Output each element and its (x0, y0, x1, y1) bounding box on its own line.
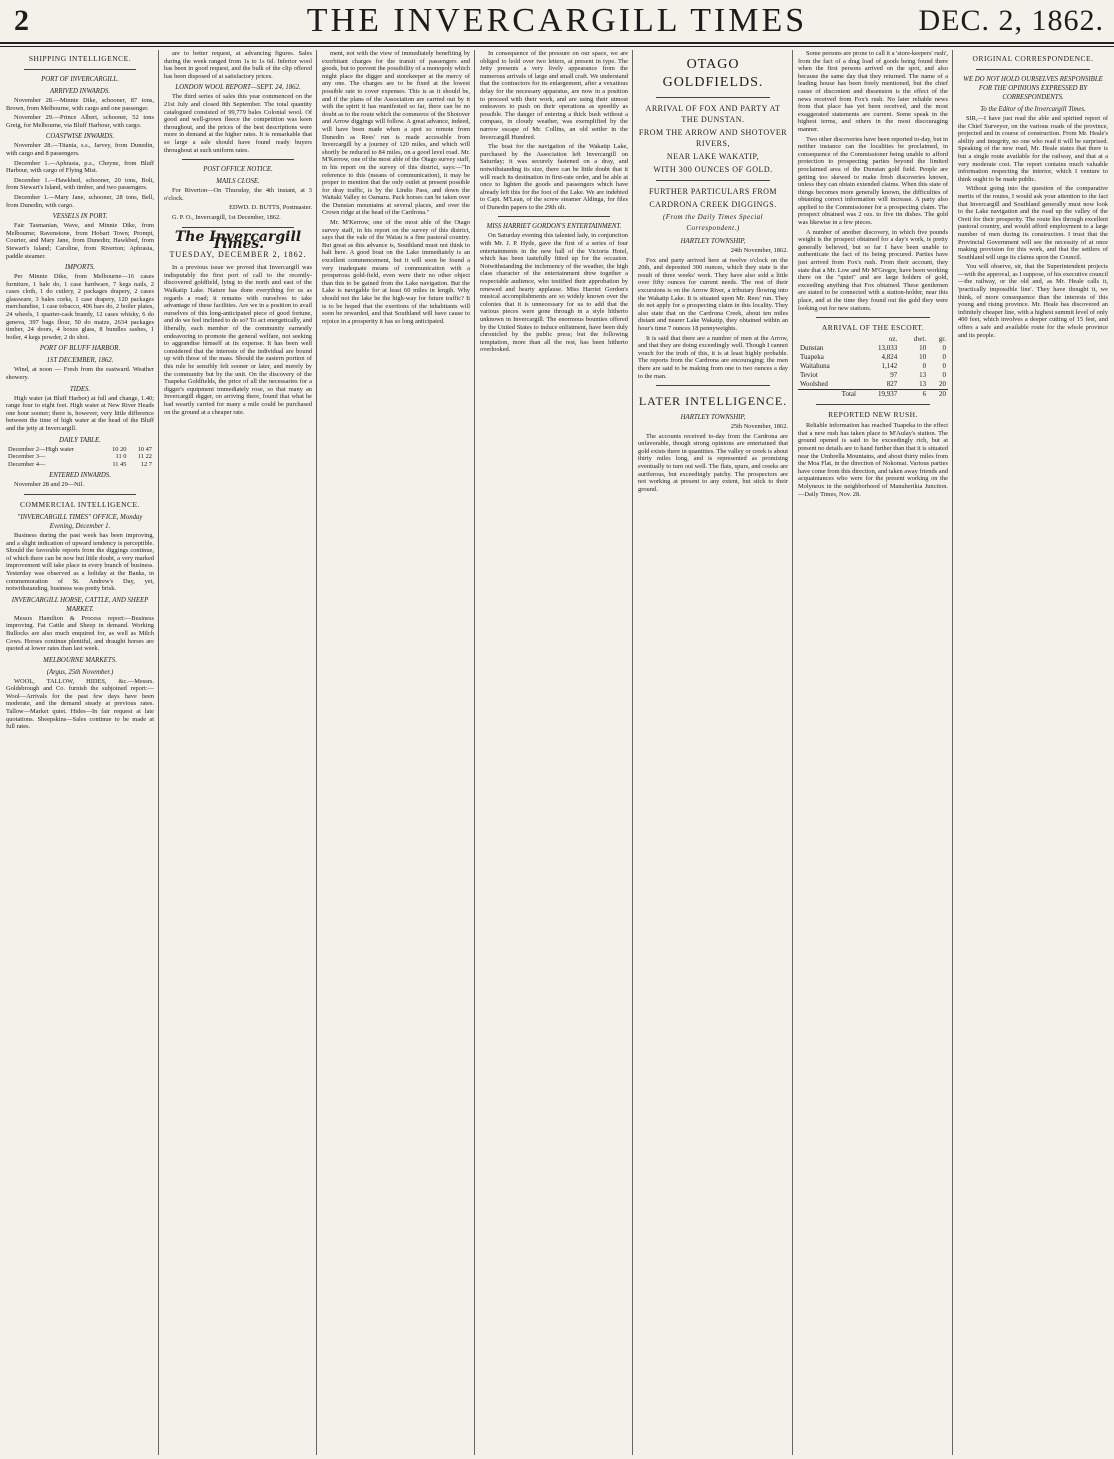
escort-place: Tuapeka (800, 353, 824, 362)
divider (656, 97, 770, 98)
bluff-text: Wind, at noon — Fresh from the eastward. Weather showery. (6, 366, 154, 382)
wool-intro: are to better request, at advancing figures. Sales during the week ranged from 1s to 1s 6d. Inferior wool has been in good request, and the bulk of the clip offered has been disposed of at satisfactory prices. (164, 50, 312, 80)
horse-heading: INVERCARGILL HORSE, CATTLE, AND SHEEP MARKET. (11, 596, 149, 613)
commercial-text: Business during the past week has been improving, and a slight indication of upward tendency is perceptible. Should the favorable reports from the diggings continue, of which there can be now but little doubt, a very marked improvement will take place in every branch of business. Yesterday was observed as a holiday at the Banks, in commemoration of St. Andrew's Day, yet, notwithstanding, business was pretty brisk. (6, 531, 154, 593)
goldfields-subhead: FURTHER PARTICULARS FROM (648, 187, 778, 196)
paper-name: The Invercargill Times. (174, 228, 302, 253)
later-heading: LATER INTELLIGENCE. (638, 394, 788, 409)
table-row (6, 461, 154, 469)
bluff-heading: PORT OF BLUFF HARBOR. (39, 345, 121, 353)
goldfields-text: Two other discoveries have been reported to-day, but in neither instance can the localities be proclaimed, in consequence of the Commissioner being unable to afford protection to prospecting parties beyond the limited proclaimed area of the Dunstan gold field. People are getting too skewed to make fresh discoveries known, unless they can obtain extended claims. When this state of things becomes more generally known, the difficulties of obtaining correct information will increase. A party also applied to the Commissioner for a prospecting claim. The prospect obtained was 2 ozs. to five tin dishes. The gold was likewise in a few pieces. (798, 135, 948, 227)
goldfields-text: It is said that there are a number of men at the Arrow, and that they are doing exceedingly well. Though I cannot vouch for the truth of this, it is at least highly probable. The reports from the Cardrona are encouraging; the men there are said to be making from one to two ounces a day to the man. (638, 334, 788, 380)
divider (656, 385, 770, 386)
tides-text: High water (at Bluff Harbor) at full and change, 1.40; range four to eight feet. High water at New River Heads one hour sooner; there is, however, very little difference between the time of high water at the head of the Bluff and the jetty at Invercargill. (6, 394, 154, 432)
rush-heading: REPORTED NEW RUSH. (828, 410, 918, 420)
tide-am: 11 45 (112, 460, 127, 468)
table-row (6, 446, 154, 454)
post-text: For Riverton—On Thursday, the 4th instant, at 3 o'clock. (164, 187, 312, 202)
divider (24, 69, 136, 70)
divider (976, 69, 1090, 70)
leader-text: In a previous issue we proved that Invercargill was indisputably the first port of call to the recently-discovered goldfield, lying to the north and east of the Waikatip Lake. Nature has done everything for us as regards a road; it remains with ourselves to take advantage of these facilities. Are we in a position to avail ourselves of this long-anticipated piece of good fortune, and do we feel inclined to do so? To act energetically, and liberally, each member of the community earnestly endeavoring to promote the general welfare, not seeking to aggrandise himself at its expense. It has been well considered that the interests of the individual are bound up with those of the mass. Should the eastern portion of this rule be sensibly felt sooner or later, and merely by the community but by the unit. On the discovery of the Tuapeka Goldfields, the price of all the necessaries for a digger's equipment immediately rose, so that many an Invercargill digger, on arriving there, found that what he had wearily carried for many a mile could be purchased on the ground at a cheaper rate. (164, 264, 312, 416)
column-divider (632, 50, 633, 1455)
divider (816, 317, 930, 318)
goldfields-subhead: NEAR LAKE WAKATIP, (666, 152, 760, 161)
goldfields-subhead: FROM THE ARROW AND SHOTOVER RIVERS, (638, 128, 788, 148)
escort-dwt: 10 (919, 344, 927, 353)
escort-gr: 0 (942, 353, 946, 362)
tides-heading: TIDES. (69, 385, 91, 393)
page-number: 2 (14, 4, 29, 37)
escort-oz: 13,033 (877, 344, 898, 353)
newspaper-title: THE INVERCARGILL TIMES (306, 2, 808, 39)
escort-table (798, 335, 948, 399)
goldfields-subhead: ARRIVAL OF FOX AND PARTY AT THE DUNSTAN. (645, 104, 781, 124)
column-shipping (6, 50, 154, 1455)
escort-total-label: Total (798, 390, 858, 400)
divider (24, 494, 136, 495)
escort-oz: 1,142 (881, 362, 898, 371)
entertainment-text: On Saturday evening this talented lady, in conjunction with Mr. J. P. Hyde, gave the first of a series of four entertainments in the new hall of the Victoria Hotel, which has been tastefully fitted up for the occasion. Notwithstanding the inclemency of the weather, the high class character of the entertainment drew together a respectable audience, who testified their approbation by renewed and hearty applause. Miss Harriet Gordon's musical accomplishments are so widely known over the colonies that it is unnecessary for us to add that the various pieces were gone through in a style hitherto unknown in Invercargill. The enormous bounties offered by the United States to induce enlistment, have been duly chronicled by the public press; but the following temptation, more than all the rest, has been hitherto overlooked. (480, 232, 628, 354)
melbourne-sub: (Argus, 25th November.) (46, 668, 114, 676)
goldfields-text: Some persons are prone to call it a 'store-keepers' rush', from the fact of a drag load of goods being found there when the first persons arrived on the spot, and also because the same day that they returned. The name of a leading house has been freely mentioned, but the chief cause of discontent and dissension is the effect of the news received from Fox's rush. No later reliable news from that place has yet been received, and the most exaggerated statements are current. Some speak in the highest terms, and others in the most discouraging manner. (798, 50, 948, 133)
escort-gr: 20 (939, 380, 946, 389)
coastwise-item: December 1.—Mary Jane, schooner, 28 tons, Bell, from Dunedin, with cargo. (6, 193, 154, 209)
column-leader (164, 50, 312, 1455)
escort-total-dwt: 6 (899, 390, 928, 400)
column-divider (316, 50, 317, 1455)
arrival-item: November 28.—Minnie Dike, schooner, 87 tons, Brown, from Melbourne, with cargo and one passenger. (6, 97, 154, 112)
letter-text: Without going into the question of the comparative merits of the routes, I would ask your attention to the fact that Invercargill and Southland generally must now look to the Lake navigation and the road up the valley of the Oreti for their prosperity. The route lies through excellent pastoral country, and would afford employment to a large number of men during its construction. I trust that the Provincial Government will see the necessity of at once making provision for this work, and that the settlers of Southland will urge its claims upon the Council. (958, 185, 1108, 261)
coastwise-heading: COASTWISE INWARDS. (45, 133, 115, 141)
column-correspondence (958, 50, 1108, 1455)
goldfields-credit: (From the Daily Times Special Correspondent.) (662, 213, 764, 232)
col-dwt: dwt. (913, 335, 927, 344)
table-row (798, 344, 948, 353)
divider (498, 216, 610, 217)
township-date: 24th November, 1862. (730, 247, 788, 254)
escort-place: Waitahuna (800, 362, 830, 371)
horse-text: Messrs Hamilton & Process report:—Business improving. Fat Cattle and Sheep in demand. Working Bullocks are also much enquired for, as well as Milch Cows. Horses continue plentiful, and draught horses are quoted at lower rates than last week. (6, 614, 154, 653)
escort-oz: 97 (890, 371, 898, 380)
escort-place: Dunstan (800, 344, 824, 353)
commercial-office: "INVERCARGILL TIMES" OFFICE, Monday Evening, December 1. (17, 513, 143, 530)
disclaimer: WE DO NOT HOLD OURSELVES RESPONSIBLE FOR THE OPINIONS EXPRESSED BY CORRESPONDENTS. (963, 76, 1103, 101)
coastwise-item: December 1.—Aphrasia, p.s., Cheyne, from Bluff Harbour, with cargo of Flying Mist. (6, 159, 154, 175)
column-3 (322, 50, 470, 1455)
post-sign: EDWD. D. BUTTS, Postmaster. (229, 204, 312, 212)
entered-text: November 28 and 29—Nil. (14, 481, 84, 489)
table-row (798, 380, 948, 390)
col-gr: gr. (938, 335, 946, 344)
table-row (798, 353, 948, 362)
arrived-heading: ARRIVED INWARDS. (50, 88, 110, 95)
entered-heading: ENTERED INWARDS. (49, 472, 111, 480)
wool-heading: LONDON WOOL REPORT—SEPT. 24, 1862. (175, 84, 301, 92)
table-total-row (798, 390, 948, 400)
tide-pm: 10 47 (137, 445, 152, 453)
column-goldfields (638, 50, 788, 1455)
goldfields-subhead: CARDRONA CREEK DIGGINGS. (649, 200, 777, 209)
issue-date: DEC. 2, 1862. (918, 4, 1104, 37)
entertainment-heading: MISS HARRIET GORDON'S ENTERTAINMENT. (486, 223, 622, 231)
column-divider (158, 50, 159, 1455)
column-4 (480, 50, 628, 1455)
tide-day: December 3— (8, 453, 46, 461)
paper-date: TUESDAY, DECEMBER 2, 1862. (169, 249, 307, 259)
table-row (798, 362, 948, 371)
escort-heading: ARRIVAL OF THE ESCORT. (821, 323, 925, 333)
escort-gr: 0 (942, 362, 946, 371)
arrival-item: November 29.—Prince Albert, schooner, 52 tons Greig, for Melbourne, via Bluff Harbour, with cargo. (6, 114, 154, 129)
goldfields-text: A number of another discovery, in which five pounds weight is the prospect obtained for a day's work, is pretty generally believed, but so far I have been unable to authenticate the fact of its being procured. Parties have just arrived from Fox's rush. From their account, they state that a Mr. Low and Mr M'Gregor, have been working there on the "quiet" and are large holders of gold, exceeding anything that Fox obtained. These gentlemen are stated to be connected with a station-holder, near this place, and at the time they found out the gold they were looking out for new stations. (798, 228, 948, 312)
escort-total-gr: 20 (928, 390, 948, 400)
divider (816, 404, 930, 405)
vessels-text: Fair Tasmanian, Wave, and Minnie Dike, from Melbourne; Ravenstone, from Hobart Town; Prompt, Courier, and Mary Jane, from Dunedin; Hawkbed, from Stewart's Island; Caroline, from Riverton; Aphrasia, paddle steamer. (6, 222, 154, 260)
escort-gr: 0 (942, 344, 946, 353)
divider (656, 180, 770, 181)
letter-text: You will observe, sir, that the Superintendent projects—with the approval, as I suppose, of his executive council—the railway, or the old and, as Mr. Heale calls it, 'practically impossible line'. They have thought it, we think, of more consequence than the interests of this young and rising province. Mr. Heale has discovered an infinitely cheaper line, with a highest summit level of only 400 feet, which involves a deeper cutting of 15 feet, and offers a safe and available route for the whole province and its people. (958, 263, 1108, 339)
post-heading: POST OFFICE NOTICE. (203, 166, 273, 174)
escort-dwt: 13 (919, 371, 927, 380)
vessels-heading: VESSELS IN PORT. (52, 213, 108, 221)
post-place: G. P. O., Invercargill, 1st December, 1862. (172, 213, 281, 221)
goldfields-text: Fox and party arrived here at twelve o'clock on the 20th, and deposited 300 ounces, which they state is the result of three weeks' work. They have also sold a little over fifty ounces for current needs. The rest of their excursions is on the Arrow River, a tributary flowing into the Wakatip Lake. It is situated upon Mr. Rees' run. They do not apply for a prospecting claim in this locality. They also state that on the Cardrona Creek, about ten miles distant and nearer Lake Wakatip, they obtained within an hour's time 7 ounces 18 pennyweights. (638, 256, 788, 332)
tide-day: December 4— (8, 460, 46, 468)
tide-pm: 11 22 (137, 453, 152, 461)
column-6 (798, 50, 948, 1455)
table-row (6, 453, 154, 461)
masthead (0, 0, 1114, 44)
divider (182, 159, 294, 160)
melbourne-text: WOOL, TALLOW, HIDES, &c.—Messrs. Goldsbrough and Co. furnish the subjoined report:—Wool—Arrivals for the past few days have been moderate, and the demand steady at previous rates. Tallow—Market quiet. Hides—In fair request at late quotations. Sheepskins—Sales continue to be made at full rates. (6, 677, 154, 731)
goldfields-subhead: WITH 300 OUNCES OF GOLD. (653, 165, 773, 174)
masthead-rule (0, 46, 1114, 47)
table-row (798, 371, 948, 380)
article-text: Mr. M'Kerrow, one of the most able of the Otago survey staff, in his report on the survey of this district, says that the vale of the Waiau is a fine pastoral country. But great as this advance is, Southland must not think to halt here. A good boat on the Lake immediately is an excellent commencement, but it will soon be found a very inadequate means of communication with a prosperous gold-field, even were their no other object than this to be gained from the Lake navigation. But the Lake is navigable for at least 60 miles in length. Why should not the lake be the high-way for future traffic? It is to be hoped that the exertions of the inhabitants will soon be rewarded, and that Southland will have cause to rejoice in a prosperity it has so long anticipated. (322, 219, 470, 325)
local-text: The boat for the navigation of the Wakatip Lake, purchased by the Association left Invercargill on Saturday; it was securely fastened on a dray, and notwithstanding its size, there can be little doubt that it will reach its destination in first-rate order, and be able at once to lighten the goods and passengers which have already left this for the foot of the Lake. We are indebted to Capt. M'Lean, of the screw steamer Aldinga, for files of Dunedin papers to the 29th ult. (480, 143, 628, 211)
later-place: HARTLEY TOWNSHIP, (680, 414, 746, 422)
imports-heading: IMPORTS. (64, 264, 95, 272)
article-text: ment, not with the view of immediately benefiting by exorbitant charges for the transit of passengers and goods, but to prevent the possibility of a monopoly which might place the digger and storekeeper at the mercy of any one. The charges are to be fixed at the lowest possible rate to cover expenses. This is as it should be, and if the plans of the Association are carried out by it with the spirit it has manifested so far, there can be no doubt as to the route which the commerce of the Shotover and Arrow diggings will follow. A great advance, indeed, will have been made when a spot so remote from Dunedin as Rees' run is made accessible from Invercargill by a journey of 120 miles, and which will shortly be reduced to 84 miles, on a good level road. Mr. M'Kerrow, one of the most able of the Otago survey staff, in his report on the survey of this district, says:—"In reference to this (means of communication), it may be proper to mention that the only outlet at present possible for dray traffic, is by the Lindis Pass, and down the Waitaki Valley to Oamaru. Pack horses can be taken over the Dunstan mountains at several places, and over the Crown ridge at the head of the Cardrona." (322, 50, 470, 217)
escort-dwt: 10 (919, 353, 927, 362)
coastwise-item: December 1.—Hawkbed, schooner, 20 tons, Bolt, from Stewart's Island, with timber, and two passengers. (6, 176, 154, 192)
divider (182, 227, 294, 228)
tide-pm: 12 7 (140, 460, 152, 468)
coastwise-item: November 28.—Titania, s.s., Jarvey, from Dunedin, with cargo and 8 passengers. (6, 142, 154, 157)
imports-text: Per Minnie Dike, from Melbourne—16 cases furniture, 1 bale do, 1 case hardware, 7 kegs nails, 2 cases cloth, 1 do cutlery, 2 packages drapery, 2 cases glassware, 3 bales corks, 1 case drapery, 120 packages merchandise, 1 case tobacco, 406 bars do, 2 boiler plates, 24 wheels, 1 quarter-cask brandy, 12 cases whisky, 6 do geneva, 397 bags flour, 50 do maize, 2634 packages timber, 24 doors, 4 boxes glass, 8 bundles sashes, 1 boiler, 4 kegs powder, 2 do shot. (6, 273, 154, 341)
tides-table (6, 446, 154, 469)
escort-total-oz: 19,937 (858, 390, 899, 400)
column-divider (474, 50, 475, 1455)
later-text: The accounts received to-day from the Cardrona are unfavorable, though strong opinions are entertained that gold exists there in quantities. The valley or creek is about thirty miles long, and is represented as promising eventually to turn out well. The flats, spurs, and creeks are auriferous, but exceedingly patchy. The prospectors are not working at present to any extent, but stick to their ground. (638, 432, 788, 493)
letter-text: SIR,—I have just read the able and spirited report of the Chief Surveyor, on the various roads of the province, projected and in course of construction. From Mr. Heale's ability and integrity, no one who read it will be surprised. Speaking of the new road, Mr. Heale states that there is but a single route available for the railway, and that at a very moderate cost. The report contains much valuable information respecting the interior, which I venture to think ought to be made public. (958, 115, 1108, 183)
tide-day: December 2—High water (8, 445, 75, 453)
to-editor: To the Editor of the Invercargill Times. (980, 106, 1086, 113)
later-date: 25th November, 1862. (730, 423, 788, 431)
escort-oz: 827 (886, 380, 898, 389)
melbourne-heading: MELBOURNE MARKETS. (43, 656, 117, 664)
escort-place: Teviot (800, 371, 818, 380)
township: HARTLEY TOWNSHIP, (680, 238, 746, 245)
goldfields-heading: OTAGO GOLDFIELDS. (662, 57, 764, 90)
escort-oz: 4,824 (881, 353, 898, 362)
escort-dwt: 13 (919, 380, 927, 389)
correspondence-heading: ORIGINAL CORRESPONDENCE. (972, 54, 1094, 63)
local-text: In consequence of the pressure on our space, we are obliged to hold over two letters, at present in type. The Jetty presents a very lively appearance from the numerous arrivals of large and small craft. We understand that the contractors for its enlargement, after a vexatious delay for the necessary apparatus, are now in a position to proceed with their work, and are using their utmost endeavors to push on their operations as speedily as possible. The danger of entering a thick bush without a compass, in cloudy weather, was exemplified by the narrow escape of Mr. Collins, an old settler in the Invercargill Hundred. (480, 50, 628, 141)
post-sub: MAILS CLOSE. (216, 178, 260, 186)
escort-dwt: 0 (922, 362, 927, 371)
wool-text: The third series of sales this year commenced on the 21st July and closed 8th September. The total quantity catalogued consisted of 99,779 bales Colonial wool. Of good and well-grown fleece the competition was keen throughout, and the prices of the best descriptions were more in demand at the higher rates. It is remarkable that so large a sale should have found ready buyers throughout at such uniform rates. (164, 93, 312, 154)
bluff-date: 1ST DECEMBER, 1862. (46, 357, 114, 365)
column-divider (792, 50, 793, 1455)
escort-place: Woolshed (800, 380, 828, 389)
col-oz: oz. (888, 335, 898, 344)
port-heading: PORT OF INVERCARGILL. (41, 76, 119, 83)
table-header (798, 335, 948, 344)
column-divider (952, 50, 953, 1455)
tide-am: 10 20 (112, 445, 127, 453)
shipping-heading: SHIPPING INTELLIGENCE. (28, 54, 132, 63)
rush-text: Reliable information has reached Tuapeka to the effect that a new rush has taken place to M'Aulay's station. The ground opened is said to be exceedingly rich, but at present no details are to hand further than that it is situated near the Umbrella Mountains, and about thirty miles from the Moa Flat, in the direction of Nokomai. Various parties have come from this direction, and taken away friends and acquaintances who were for the present working on the Molyneux in the neighborhood of Manuherikia Junction.—Daily Times, Nov. 28. (798, 422, 948, 498)
daily-table-heading: DAILY TABLE. (59, 436, 101, 444)
commercial-heading: COMMERCIAL INTELLIGENCE. (19, 499, 141, 509)
tide-am: 11 0 (115, 453, 127, 461)
escort-gr: 0 (942, 371, 946, 380)
